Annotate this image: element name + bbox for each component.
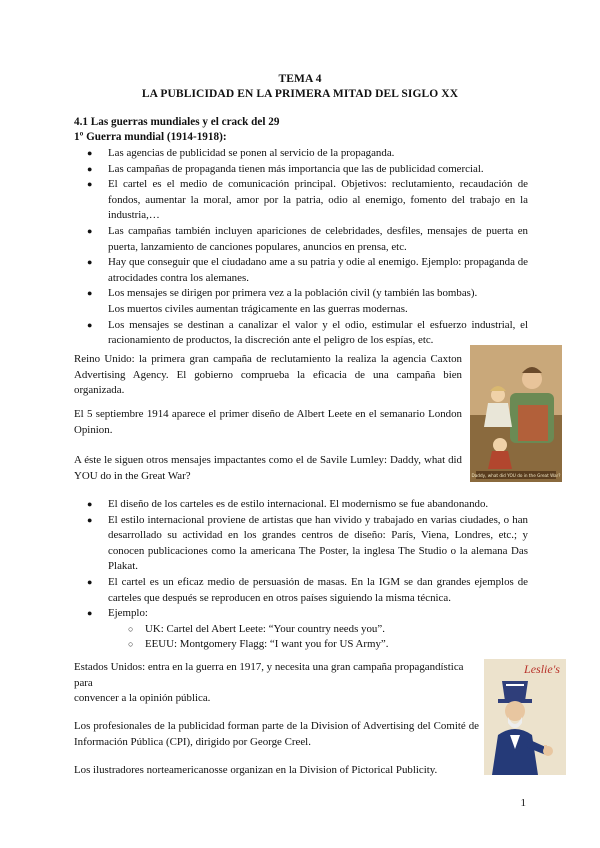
page-number: 1	[520, 797, 526, 809]
paragraph-lumley: A éste le siguen otros mensajes impactantes como el de Savile Lumley: Daddy, what did YOU do in the Great War?	[74, 454, 462, 482]
bullet-icon: ●	[87, 148, 93, 158]
design-bullet-list	[87, 497, 528, 653]
list-item: ● El cartel es un eficaz medio de persuasión de masas. En la IGM se dan grandes ejemplos de carteles que después se reproducen en otros países siguiendo la misma técnica.	[87, 575, 528, 604]
document-title-line2: LA PUBLICIDAD EN LA PRIMERA MITAD DEL SIGLO XX	[141, 88, 459, 100]
paragraph-ilustradores: Los ilustradores norteamericanosse organizan en la Division of Pictorical Publicity.	[74, 764, 438, 776]
ww1-bullet-list	[87, 146, 528, 349]
circle-bullet-icon: ○	[128, 623, 134, 634]
bullet-icon: ●	[87, 514, 93, 525]
document-title-line1: TEMA 4	[278, 73, 322, 85]
uncle-sam-poster-image	[484, 659, 566, 775]
list-item-continuation: Los muertos civiles aumentan trágicamente en las guerras modernas.	[108, 302, 408, 315]
paragraph-leete: El 5 septiembre 1914 aparece el primer diseño de Albert Leete en el semanario London Opinion.	[74, 408, 462, 436]
bullet-icon: ●	[87, 319, 93, 330]
bullet-icon: ●	[87, 179, 93, 190]
list-item: ● El diseño de los carteles es de estilo internacional. El modernismo se fue abandonando.	[108, 497, 528, 513]
bullet-icon: ●	[87, 225, 93, 236]
example-sublist	[128, 622, 528, 653]
list-item: ● Las campañas de propaganda tienen más importancia que las de publicidad comercial.	[108, 162, 528, 178]
daddy-war-poster-image	[470, 345, 562, 482]
list-item: ● Las agencias de publicidad se ponen al servicio de la propaganda.	[108, 146, 528, 162]
list-item: ● Las campañas también incluyen apariciones de celebridades, desfiles, mensajes de puerta en puerta, lanzamiento de canciones populares, anuncios en prensa, etc.	[87, 224, 528, 253]
paragraph-reino-unido: Reino Unido: la primera gran campaña de reclutamiento la realiza la agencia Caxton Advertising Agency. El gobierno comprueba la eficacia de una campaña bien organizada.	[74, 353, 462, 397]
subsection-heading: 1º Guerra mundial (1914-1918):	[74, 131, 227, 143]
poster2-masthead: Leslie's	[524, 662, 560, 676]
list-item: ● El estilo internacional proviene de artistas que han vivido y trabajado en varias ciudades, o han desarrollado su actividad en los grandes centros de diseño: París, Viena, Londres, etc.; y conocen publicaciones como la americana The Poster, la inglesa The Studio o la alemana Das Plakat.	[87, 513, 528, 573]
sublist-item: ○ EEUU: Montgomery Flagg: “I want you for US Army”.	[145, 637, 528, 653]
list-item: ● Los mensajes se dirigen por primera vez a la población civil (y también las bombas). Los muertos civiles aumentan trágicamente en las guerras modernas.	[87, 287, 478, 315]
bullet-icon: ●	[87, 257, 93, 268]
bullet-icon: ●	[87, 499, 93, 509]
bullet-icon: ●	[87, 608, 93, 619]
list-item: ● Ejemplo: ○ UK: Cartel del Abert Leete: “Your country needs you”. ○ EEUU: Montgomery Flagg: “I want you for US Army”.	[108, 606, 528, 653]
list-item: ● Hay que conseguir que el ciudadano ame a su patria y odie al enemigo. Ejemplo: propaganda de atrocidades contra los alemanes.	[87, 256, 528, 284]
circle-bullet-icon: ○	[128, 639, 134, 650]
bullet-icon: ●	[87, 163, 93, 174]
paragraph-cpi: Los profesionales de la publicidad forman parte de la Division of Advertising del Comité de Información Pública (CPI), dirigido por George Creel.	[74, 720, 479, 748]
bullet-icon: ●	[87, 288, 93, 299]
section-heading: 4.1 Las guerras mundiales y el crack del 29	[74, 116, 280, 128]
list-item: ● El cartel es el medio de comunicación principal. Objetivos: reclutamiento, recaudación de fondos, aumentar la moral, amor por la patria, odio al enemigo, fomento del trabajo en la industria,…	[87, 178, 528, 222]
poster1-caption: Daddy, what did YOU do in the Great War?	[471, 473, 561, 478]
paragraph-eeuu: Estados Unidos: entra en la guerra en 1917, y necesita una gran campaña propagandística para convencer a la opinión pública.	[74, 661, 464, 705]
bullet-icon: ●	[87, 576, 93, 587]
list-item: ● Los mensajes se destinan a canalizar el valor y el odio, estimular el esfuerzo industrial, el racionamiento de productos, la discreción ante el peligro de los espías, etc.	[87, 318, 528, 347]
sublist-item: ○ UK: Cartel del Abert Leete: “Your country needs you”.	[145, 622, 528, 638]
